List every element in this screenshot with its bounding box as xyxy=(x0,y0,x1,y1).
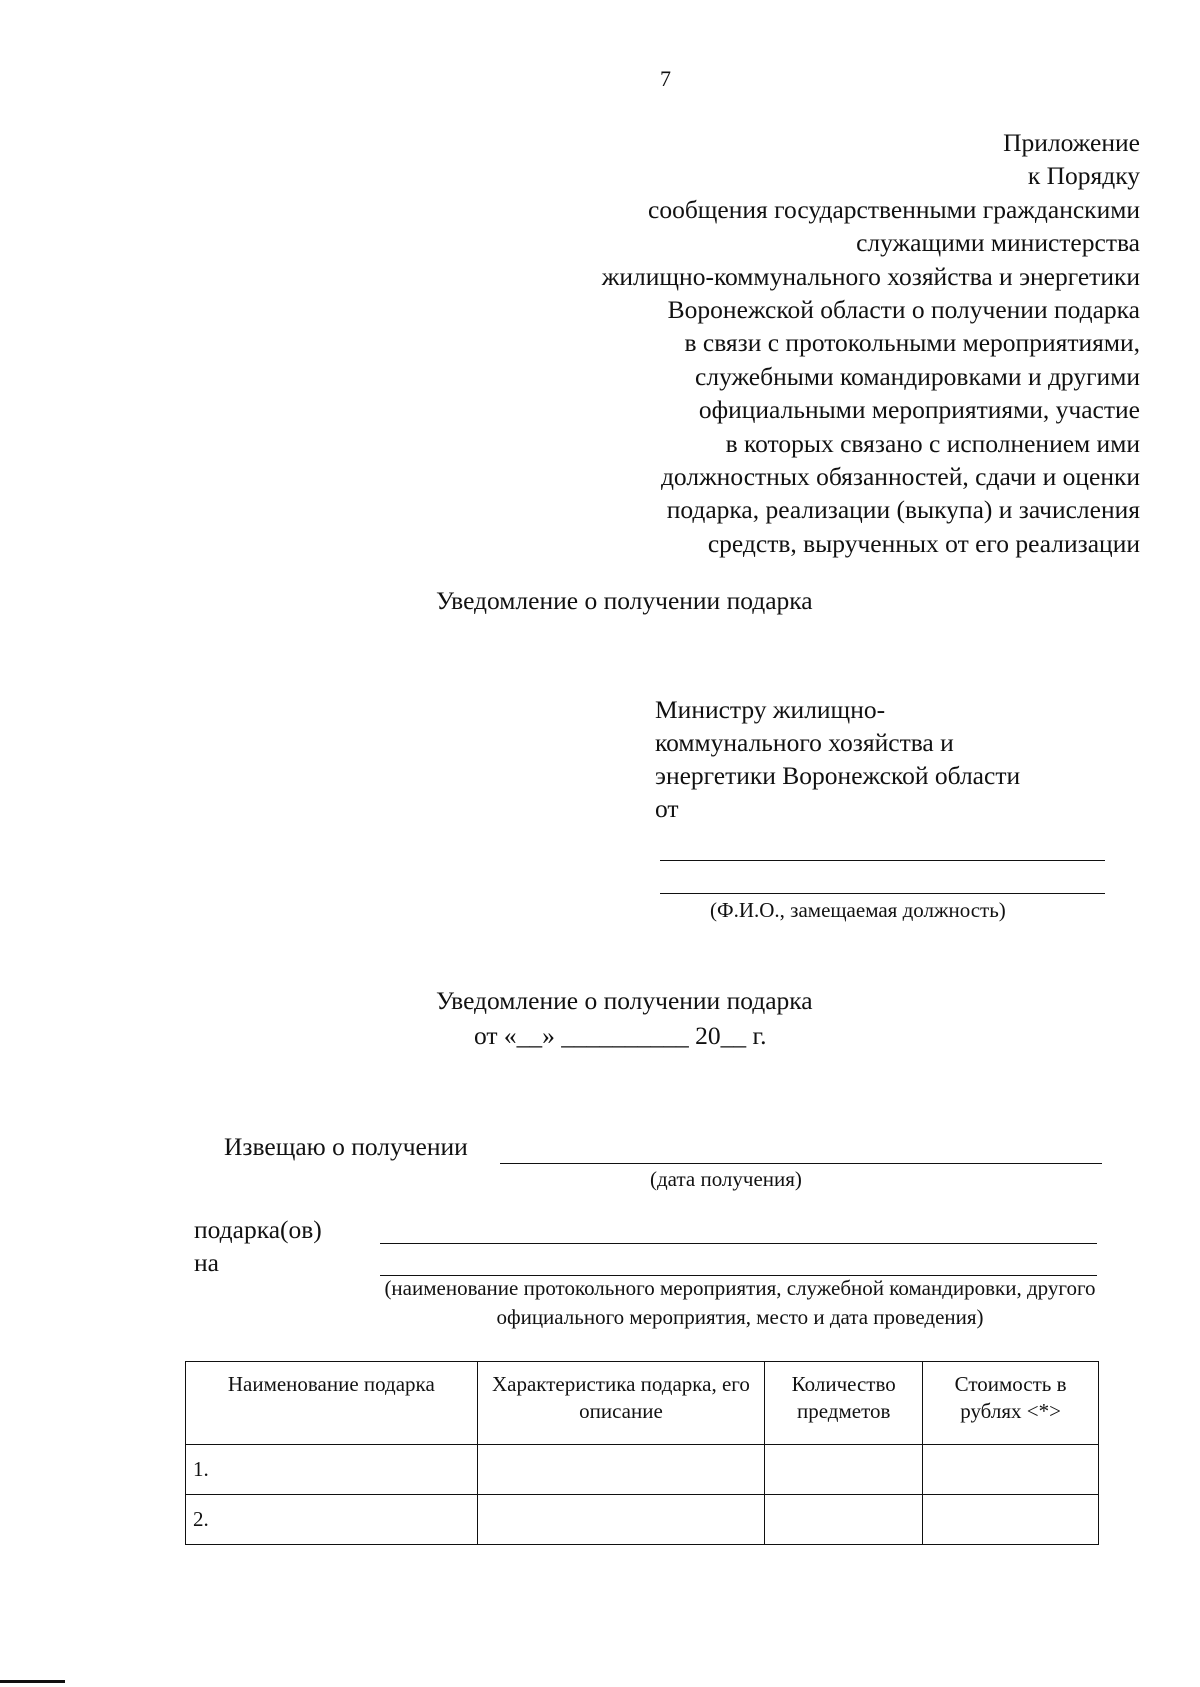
sender-caption: (Ф.И.О., замещаемая должность) xyxy=(710,898,1006,922)
col-header-quantity: Количество предметов xyxy=(765,1362,923,1445)
table-cell[interactable]: 2. xyxy=(186,1495,478,1545)
gift-label: подарка(ов) xyxy=(194,1215,322,1244)
appendix-line: служащими министерства xyxy=(856,228,1140,258)
table-cell[interactable] xyxy=(765,1445,923,1495)
table-cell[interactable] xyxy=(923,1495,1099,1545)
event-caption: (наименование протокольного мероприятия, служебной командировки, другого официального мероприятия, место и дата проведения) xyxy=(384,1276,1096,1329)
table-header-row xyxy=(186,1362,1099,1445)
addressee-line: энергетики Воронежской области xyxy=(655,761,1021,790)
addressee-line: коммунального хозяйства и xyxy=(655,728,954,757)
table-cell[interactable]: 1. xyxy=(186,1445,478,1495)
gift-name-line[interactable] xyxy=(380,1243,1097,1244)
appendix-header xyxy=(602,126,1140,560)
notice-title: Уведомление о получении подарка xyxy=(436,986,813,1015)
col-header-description: Характеристика подарка, его описание xyxy=(477,1362,765,1445)
addressee-block xyxy=(655,693,1020,825)
appendix-line: подарка, реализации (выкупа) и зачисления xyxy=(666,495,1140,525)
addressee-line: от xyxy=(655,794,679,823)
appendix-line: средств, вырученных от его реализации xyxy=(707,528,1140,558)
on-label: на xyxy=(194,1248,219,1277)
appendix-line: сообщения государственными гражданскими xyxy=(648,194,1140,224)
appendix-line: служебными командировками и другими xyxy=(695,361,1140,391)
appendix-line: Приложение xyxy=(1003,128,1140,157)
col-header-gift-name: Наименование подарка xyxy=(186,1362,478,1445)
sender-position-line[interactable] xyxy=(660,893,1105,894)
receipt-date-caption: (дата получения) xyxy=(650,1167,802,1191)
table-cell[interactable] xyxy=(923,1445,1099,1495)
appendix-line: жилищно-коммунального хозяйства и энергетики xyxy=(601,261,1140,291)
appendix-line: Воронежской области о получении подарка xyxy=(667,295,1140,325)
appendix-line: в связи с протокольными мероприятиями, xyxy=(684,328,1140,358)
page-number: 7 xyxy=(660,66,671,91)
col-header-cost: Стоимость в рублях <*> xyxy=(923,1362,1099,1445)
sender-name-line[interactable] xyxy=(660,860,1105,861)
table-cell[interactable] xyxy=(765,1495,923,1545)
appendix-line: в которых связано с исполнением ими xyxy=(725,428,1140,458)
receipt-date-line[interactable] xyxy=(500,1163,1102,1164)
table-row xyxy=(186,1495,1099,1545)
appendix-line: к Порядку xyxy=(1027,161,1140,191)
table-cell[interactable] xyxy=(477,1445,765,1495)
notice-lead: Извещаю о получении xyxy=(224,1132,468,1161)
appendix-line: должностных обязанностей, сдачи и оценки xyxy=(660,462,1140,492)
scan-edge-mark xyxy=(0,1680,65,1683)
appendix-line: официальными мероприятиями, участие xyxy=(698,395,1140,425)
form-heading: Уведомление о получении подарка xyxy=(436,586,813,615)
gifts-table xyxy=(185,1361,1099,1545)
notice-date-line: от «__» __________ 20__ г. xyxy=(474,1021,767,1050)
addressee-line: Министру жилищно- xyxy=(655,695,886,724)
table-row xyxy=(186,1445,1099,1495)
table-cell[interactable] xyxy=(477,1495,765,1545)
